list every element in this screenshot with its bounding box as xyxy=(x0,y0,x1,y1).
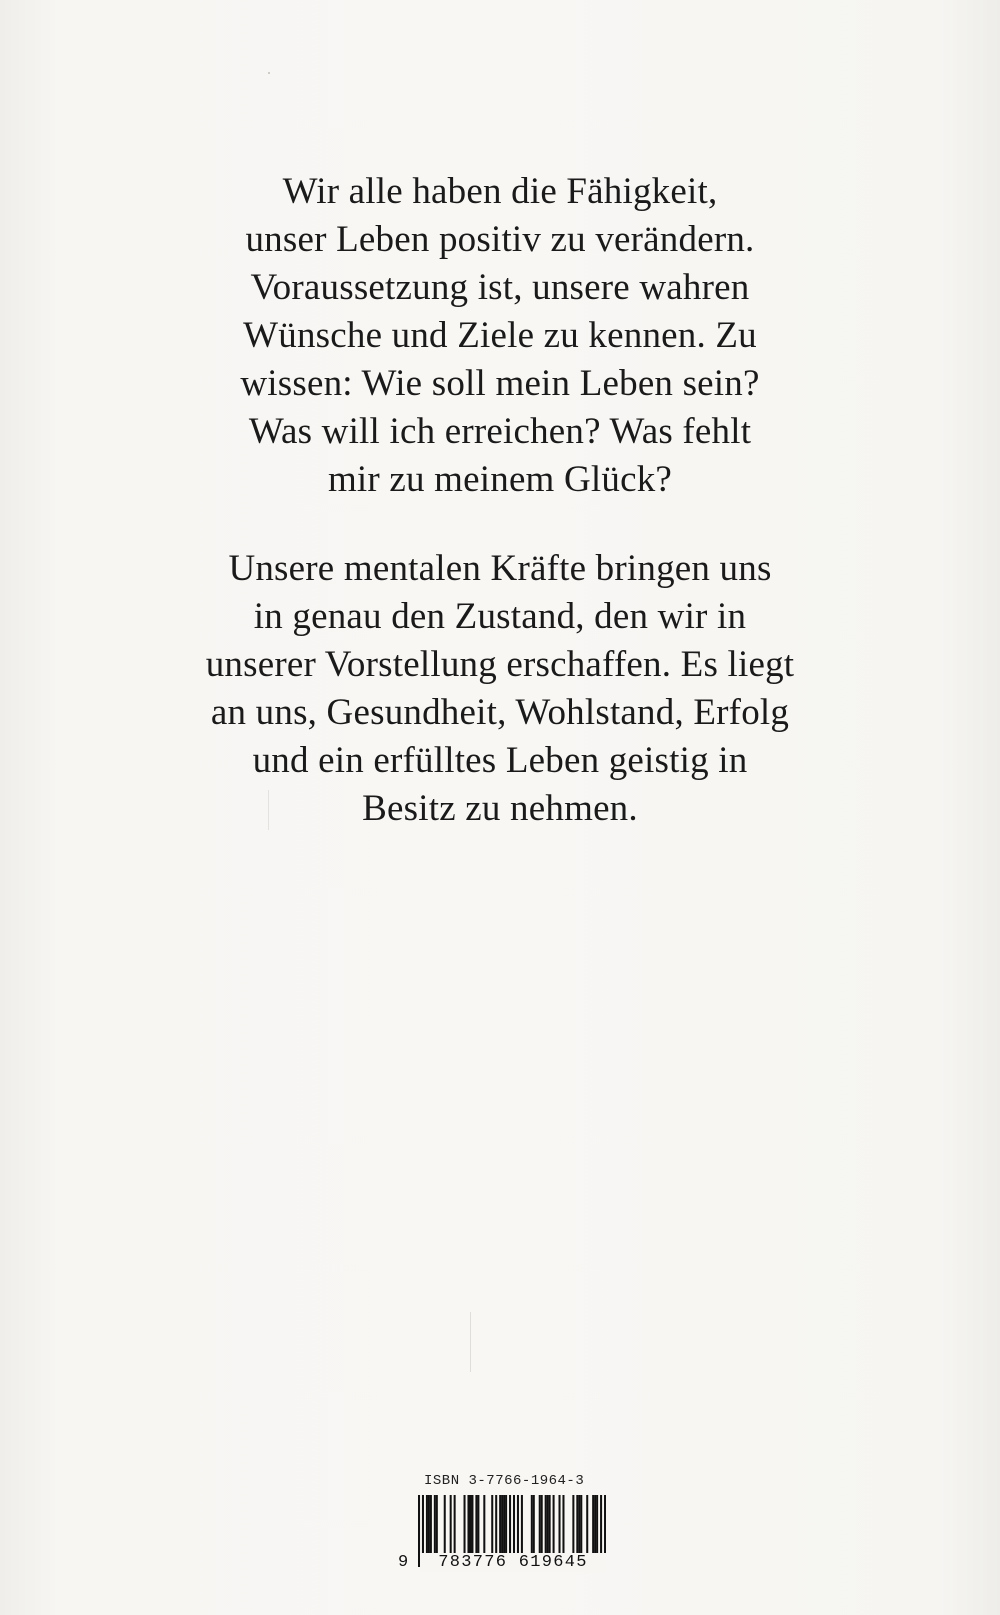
barcode-bar xyxy=(517,1495,519,1555)
barcode-bar xyxy=(572,1495,574,1555)
barcode-bar xyxy=(491,1495,493,1555)
blurb-line: und ein erfülltes Leben geistig in xyxy=(252,740,748,781)
barcode-bar xyxy=(533,1495,535,1555)
barcode-bar xyxy=(503,1495,505,1555)
barcode-bar xyxy=(505,1495,507,1555)
barcode-bar xyxy=(539,1495,541,1555)
barcode-bar xyxy=(549,1495,551,1555)
barcode-bar xyxy=(483,1495,485,1555)
blurb-line: an uns, Gesundheit, Wohlstand, Erfolg xyxy=(210,692,790,733)
ean-digits: 783776 619645 xyxy=(420,1553,606,1572)
barcode-bar xyxy=(434,1495,436,1555)
barcode-bar xyxy=(469,1495,471,1555)
blurb-line: mir zu meinem Glück? xyxy=(327,459,673,500)
blurb-line: unser Leben positiv zu verändern. xyxy=(245,219,755,260)
barcode-bar xyxy=(501,1495,503,1555)
barcode-bar xyxy=(450,1495,452,1555)
barcode-bar xyxy=(428,1495,430,1555)
barcode-bar xyxy=(578,1495,580,1555)
barcode-bar xyxy=(562,1495,564,1555)
barcode-bar xyxy=(596,1495,598,1555)
blurb-line: Wünsche und Ziele zu kennen. Zu xyxy=(243,315,757,356)
blurb-paragraph-1 xyxy=(150,168,850,504)
barcode-bar xyxy=(592,1495,594,1555)
barcode-bar xyxy=(521,1495,523,1555)
barcode-bar xyxy=(475,1495,477,1555)
barcode-bar xyxy=(495,1495,497,1555)
isbn-label: ISBN 3-7766-1964-3 xyxy=(424,1473,585,1489)
barcode-bar xyxy=(531,1495,533,1555)
barcode-bar xyxy=(454,1495,456,1555)
blurb-line: Was will ich erreichen? Was fehlt xyxy=(248,411,752,452)
blurb-line: Unsere mentalen Kräfte bringen uns xyxy=(228,548,772,589)
barcode-bar xyxy=(586,1495,588,1555)
barcode-bar xyxy=(553,1495,555,1555)
barcode-bar xyxy=(467,1495,469,1555)
barcode-bar xyxy=(471,1495,473,1555)
blurb-line: unserer Vorstellung erschaffen. Es liegt xyxy=(205,644,795,685)
ean-first-digit: 9 xyxy=(398,1553,409,1572)
blurb-line: Voraussetzung ist, unsere wahren xyxy=(250,267,750,308)
blurb-paragraph-2 xyxy=(150,545,850,833)
blurb-line: Wir alle haben die Fähigkeit, xyxy=(282,171,718,212)
barcode-bar xyxy=(436,1495,438,1555)
barcode-bar xyxy=(559,1495,561,1555)
barcode-bar xyxy=(426,1495,428,1555)
barcode-bar xyxy=(594,1495,596,1555)
scan-mark xyxy=(470,1312,471,1372)
blurb-line: in genau den Zustand, den wir in xyxy=(253,596,747,637)
barcode-bar xyxy=(499,1495,501,1555)
barcode-bar xyxy=(477,1495,479,1555)
barcode-bar xyxy=(430,1495,432,1555)
blurb-line: wissen: Wie soll mein Leben sein? xyxy=(240,363,760,404)
barcode-bar xyxy=(545,1495,547,1555)
barcode-bar xyxy=(541,1495,543,1555)
barcode-bar xyxy=(464,1495,466,1555)
barcode-bar xyxy=(576,1495,578,1555)
barcode-bar xyxy=(444,1495,446,1555)
scan-mark xyxy=(268,72,270,74)
blurb-line: Besitz zu nehmen. xyxy=(362,788,638,829)
barcode-bar xyxy=(580,1495,582,1555)
barcode-bar xyxy=(547,1495,549,1555)
